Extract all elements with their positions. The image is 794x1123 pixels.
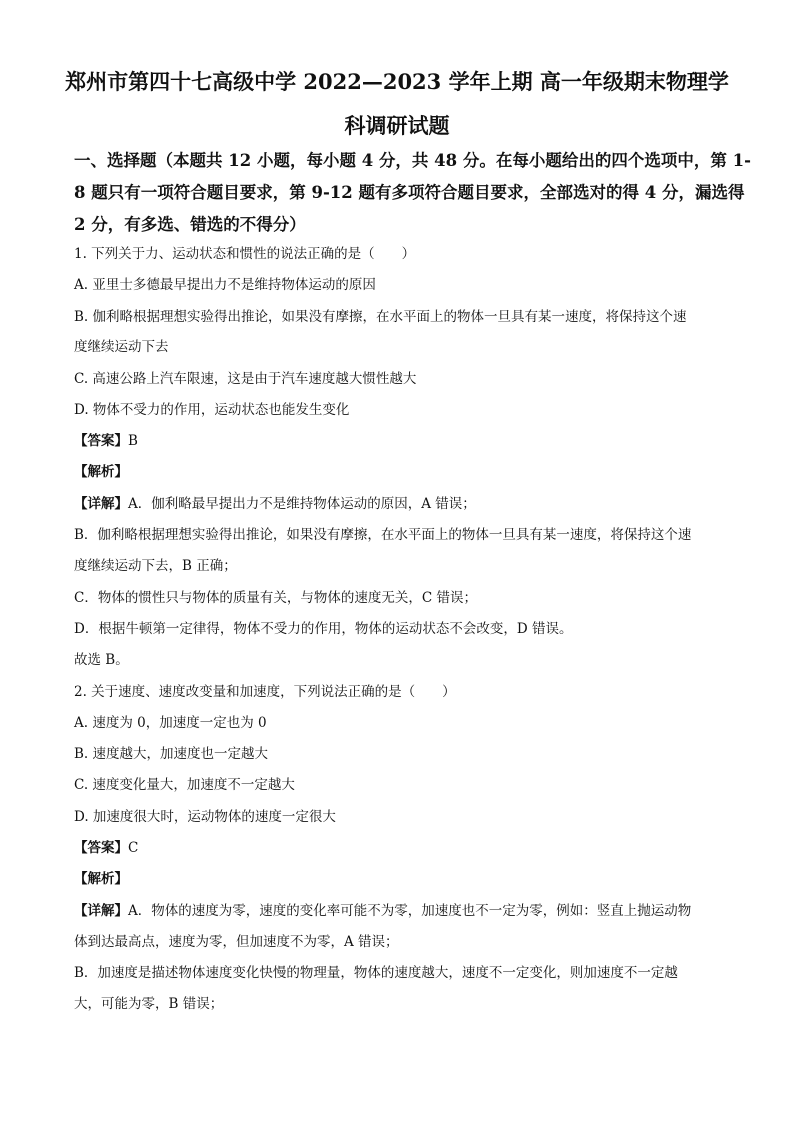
q2-answer (74, 839, 138, 857)
q1-detail-label: 【详解】 (74, 496, 128, 512)
section-heading-line-3: 2 分，有多选、错选的不得分） (74, 215, 306, 234)
q1-conclusion: 故选 B。 (74, 652, 129, 668)
q2-explanation-a-line-1 (74, 902, 691, 920)
q2-explanation-a-text: A．物体的速度为零，速度的变化率可能不为零，加速度也不一定为零，例如：竖直上抛运动物 (128, 903, 692, 919)
q1-stem: 1. 下列关于力、运动状态和惯性的说法正确的是（ ） (74, 246, 416, 262)
q2-option-d: D. 加速度很大时，运动物体的速度一定很大 (74, 809, 336, 825)
q2-option-b: B. 速度越大，加速度也一定越大 (74, 746, 269, 762)
q2-explanation-b-line-2: 大，可能为零，B 错误； (74, 996, 224, 1012)
q1-answer-label: 【答案】 (74, 433, 128, 449)
q1-answer (74, 432, 138, 450)
q1-explanation-b-line-2: 度继续运动下去，B 正确； (74, 558, 237, 574)
q1-explanation-a (74, 495, 476, 513)
q2-option-c: C. 速度变化量大，加速度不一定越大 (74, 777, 295, 793)
q1-option-a: A. 亚里士多德最早提出力不是维持物体运动的原因 (74, 277, 376, 293)
section-heading-line-2: 8 题只有一项符合题目要求，第 9-12 题有多项符合题目要求，全部选对的得 4 分，漏选得 (74, 183, 745, 202)
q1-explanation-d: D．根据牛顿第一定律得，物体不受力的作用，物体的运动状态不会改变，D 错误。 (74, 621, 573, 637)
q1-answer-value: B (128, 433, 138, 449)
exam-title-line-1: 郑州市第四十七高级中学 2022—2023 学年上期 高一年级期末物理学 (65, 69, 729, 94)
q2-answer-value: C (128, 840, 139, 856)
q1-option-d: D. 物体不受力的作用，运动状态也能发生变化 (74, 402, 350, 418)
q2-option-a: A. 速度为 0，加速度一定也为 0 (74, 715, 267, 731)
q2-detail-label: 【详解】 (74, 903, 128, 919)
q1-explanation-b-line-1: B．伽利略根据理想实验得出推论，如果没有摩擦，在水平面上的物体一旦具有某一速度，将保持这个速 (74, 527, 692, 543)
section-heading-line-1: 一、选择题（本题共 12 小题，每小题 4 分，共 48 分。在每小题给出的四个选项中，第 1- (74, 151, 751, 170)
q1-option-b-line-2: 度继续运动下去 (74, 339, 169, 355)
q1-analysis-label-text: 【解析】 (74, 464, 128, 480)
q1-explanation-a-text: A．伽利略最早提出力不是维持物体运动的原因，A 错误； (128, 496, 476, 512)
q1-analysis-label (74, 463, 128, 481)
q2-analysis-label (74, 870, 128, 888)
q2-explanation-b-line-1: B．加速度是描述物体速度变化快慢的物理量，物体的速度越大，速度不一定变化，则加速度不一定越 (74, 965, 678, 981)
q2-stem: 2. 关于速度、速度改变量和加速度，下列说法正确的是（ ） (74, 684, 456, 700)
q1-explanation-c: C．物体的惯性只与物体的质量有关，与物体的速度无关，C 错误； (74, 590, 477, 606)
exam-title-line-2: 科调研试题 (344, 113, 450, 138)
q2-explanation-a-line-2: 体到达最高点，速度为零，但加速度不为零，A 错误； (74, 934, 399, 950)
q2-answer-label: 【答案】 (74, 840, 128, 856)
q1-option-c: C. 高速公路上汽车限速，这是由于汽车速度越大惯性越大 (74, 371, 417, 387)
q1-option-b-line-1: B. 伽利略根据理想实验得出推论，如果没有摩擦，在水平面上的物体一旦具有某一速度，将保持这个速 (74, 309, 687, 325)
q2-analysis-label-text: 【解析】 (74, 871, 128, 887)
